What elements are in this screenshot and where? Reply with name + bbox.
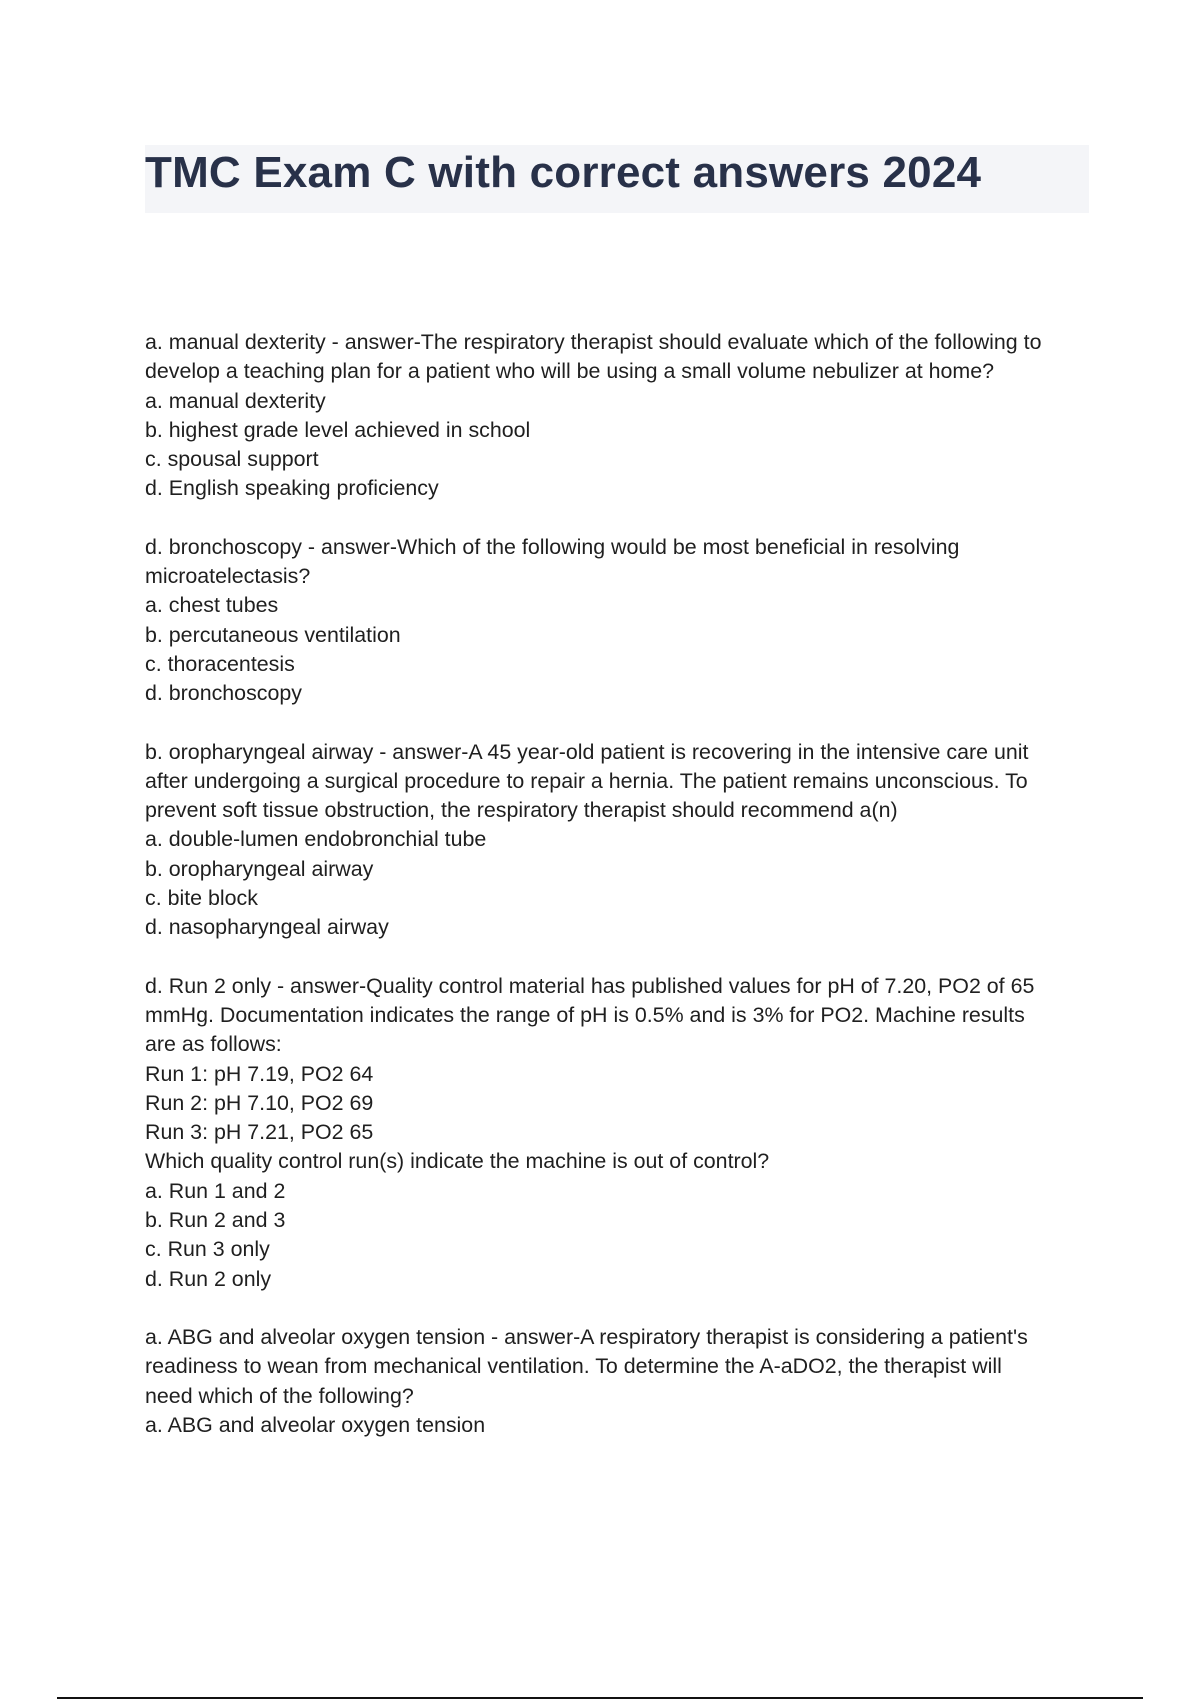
question-text-line: prevent soft tissue obstruction, the respiratory therapist should recommend a(n) <box>145 798 898 823</box>
answer-option: c. Run 3 only <box>145 1237 270 1262</box>
question-text-line: need which of the following? <box>145 1383 414 1408</box>
answer-option: b. percutaneous ventilation <box>145 622 401 647</box>
answer-option: b. highest grade level achieved in school <box>145 417 531 442</box>
question-block-5 <box>145 1323 1095 1440</box>
answer-option: c. bite block <box>145 886 258 911</box>
question-text-line: mmHg. Documentation indicates the range of pH is 0.5% and is 3% for PO2. Machine results <box>145 1002 1025 1027</box>
question-block-1 <box>145 328 1095 504</box>
question-text-line: microatelectasis? <box>145 564 311 589</box>
answer-option: a. double-lumen endobronchial tube <box>145 827 487 852</box>
answer-option: a. ABG and alveolar oxygen tension <box>145 1412 486 1437</box>
question-text-line: d. Run 2 only - answer-Quality control material has published values for pH of 7.20, PO2 of 65 <box>145 973 1035 998</box>
question-block-2 <box>145 533 1095 709</box>
answer-option: a. chest tubes <box>145 593 279 618</box>
question-data-line: Run 3: pH 7.21, PO2 65 <box>145 1120 374 1145</box>
page-title: TMC Exam C with correct answers 2024 <box>145 148 982 197</box>
answer-option: b. Run 2 and 3 <box>145 1208 286 1233</box>
question-text-line: b. oropharyngeal airway - answer-A 45 year-old patient is recovering in the intensive care unit <box>145 739 1029 764</box>
answer-option: d. bronchoscopy <box>145 681 302 706</box>
answer-option: d. Run 2 only <box>145 1266 272 1291</box>
answer-option: a. Run 1 and 2 <box>145 1178 286 1203</box>
answer-option: d. nasopharyngeal airway <box>145 915 389 940</box>
question-data-line: Run 2: pH 7.10, PO2 69 <box>145 1090 374 1115</box>
answer-option: d. English speaking proficiency <box>145 476 439 501</box>
question-text-line: after undergoing a surgical procedure to repair a hernia. The patient remains unconscious. To <box>145 768 1028 793</box>
question-text-line: Which quality control run(s) indicate the machine is out of control? <box>145 1149 770 1174</box>
footer-divider <box>57 1697 1143 1699</box>
answer-option: c. spousal support <box>145 447 319 472</box>
question-block-4 <box>145 972 1095 1294</box>
question-data-line: Run 1: pH 7.19, PO2 64 <box>145 1061 374 1086</box>
answer-option: c. thoracentesis <box>145 651 295 676</box>
question-list <box>145 328 1095 1469</box>
question-text-line: a. manual dexterity - answer-The respiratory therapist should evaluate which of the following to <box>145 330 1042 354</box>
question-text-line: develop a teaching plan for a patient who will be using a small volume nebulizer at home? <box>145 359 995 384</box>
question-text-line: d. bronchoscopy - answer-Which of the following would be most beneficial in resolving <box>145 534 960 559</box>
answer-option: b. oropharyngeal airway <box>145 856 374 881</box>
question-text-line: readiness to wean from mechanical ventilation. To determine the A-aDO2, the therapist will <box>145 1354 1002 1379</box>
question-block-3 <box>145 738 1095 943</box>
question-text-line: a. ABG and alveolar oxygen tension - answer-A respiratory therapist is considering a patient's <box>145 1324 1028 1349</box>
answer-option: a. manual dexterity <box>145 388 326 413</box>
question-text-line: are as follows: <box>145 1032 282 1057</box>
